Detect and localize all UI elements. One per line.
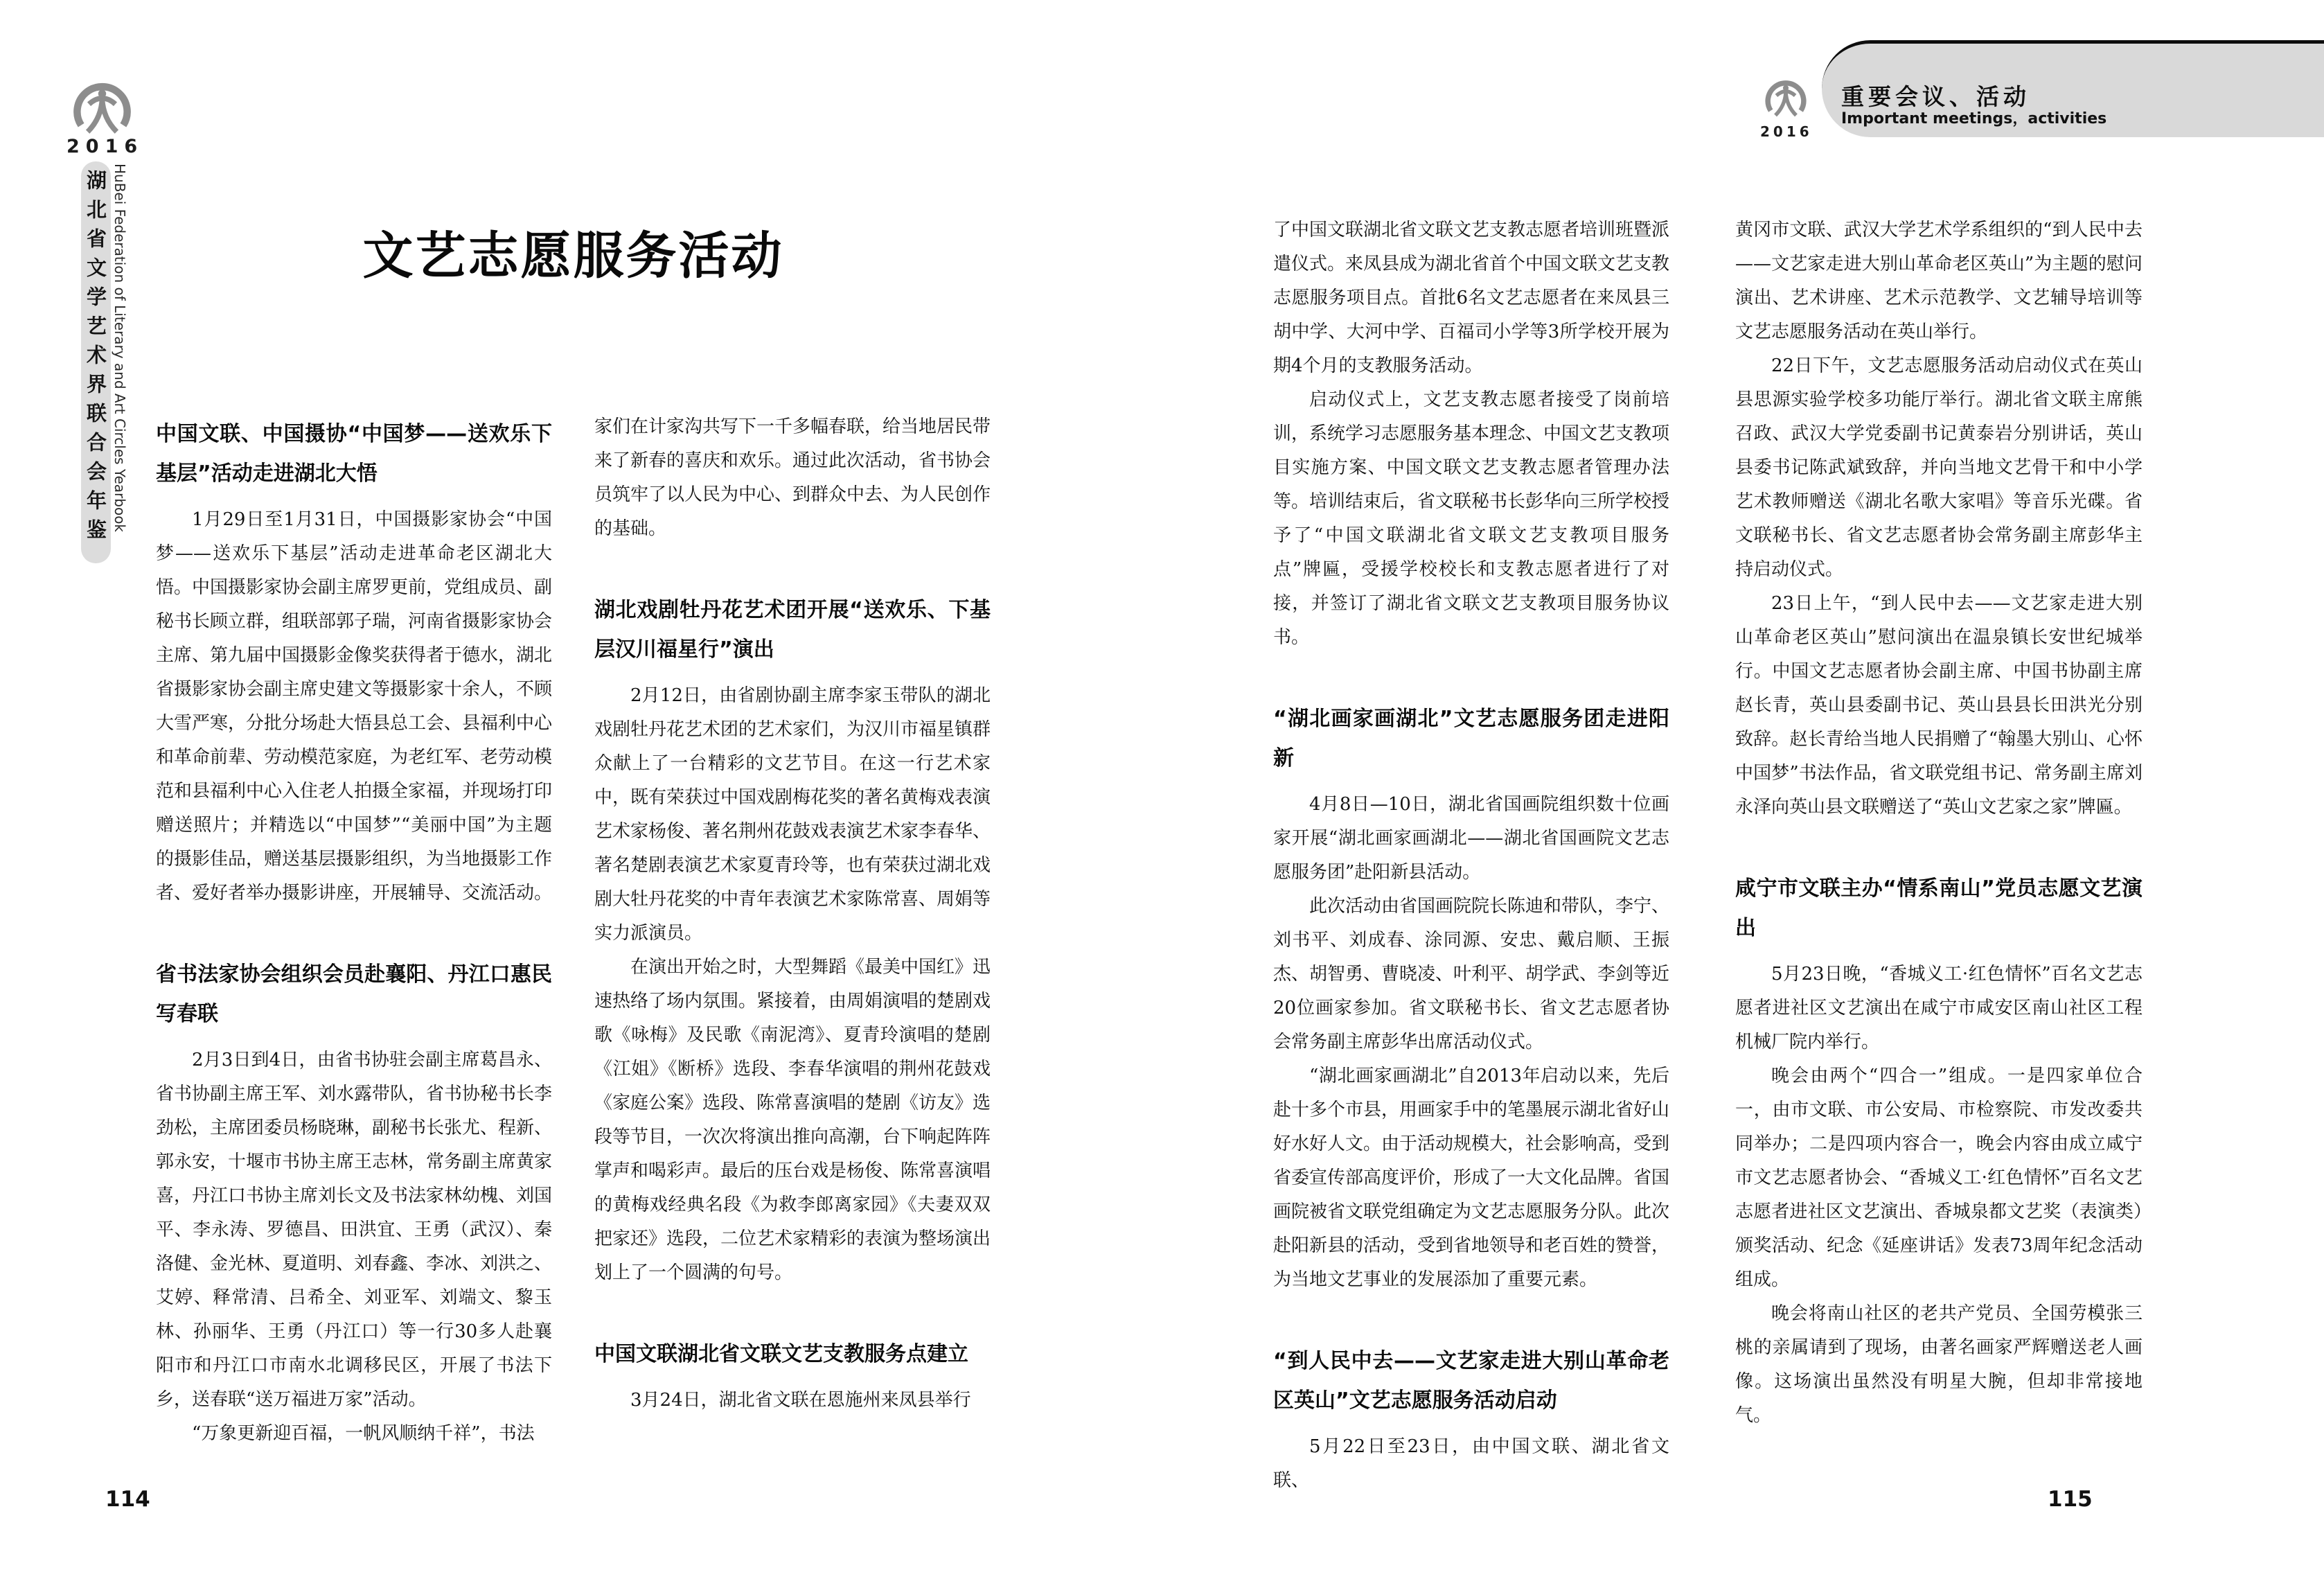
paragraph: 5月23日晚，“香城义工·红色情怀”百名文艺志愿者进社区文艺演出在咸宁市咸安区南山社区工程机械厂院内举行。 (1735, 964, 2143, 1052)
paragraph: 4月8日—10日，湖北省国画院组织数十位画家开展“湖北画家画湖北——湖北省国画院文艺志愿服务团”赴阳新县活动。 (1273, 794, 1669, 883)
paragraph: 3月24日，湖北省文联在恩施州来凤县举行 (630, 1390, 971, 1411)
sidebar-year: 2016 (66, 136, 144, 157)
section-heading: 咸宁市文联主办“情系南山”党员志愿文艺演出 (1735, 876, 2143, 940)
paragraph: 家们在计家沟共写下一千多幅春联，给当地居民带来了新春的喜庆和欢乐。通过此次活动，省书协会员筑牢了以人民为中心、到群众中去、为人民创作的基础。 (594, 416, 991, 539)
paragraph: “湖北画家画湖北”自2013年启动以来，先后赴十多个市县，用画家手中的笔墨展示湖北省好山好水好人文。由于活动规模大，社会影响高，受到省委宣传部高度评价，形成了一大文化品牌。省国画院被省文联党组确定为文艺志愿服务分队。此次赴阳新县的活动，受到省地领导和老百姓的赞誉，为当地文艺事业的发展添加了重要元素。 (1273, 1066, 1670, 1290)
page-number-left: 114 (105, 1487, 150, 1512)
paragraph: 此次活动由省国画院院长陈迪和带队，李宁、刘书平、刘成春、涂同源、安忠、戴启顺、王振杰、胡智勇、曹晓凌、叶利平、胡学武、李剑等近20位画家参加。省文联秘书长、省文艺志愿者协会常务副主席彭华出席活动仪式。 (1273, 896, 1670, 1052)
section-heading: 湖北戏剧牡丹花艺术团开展“送欢乐、下基层汉川福星行”演出 (594, 598, 991, 662)
section-heading: “湖北画家画湖北”文艺志愿服务团走进阳新 (1273, 707, 1669, 770)
paragraph: 了中国文联湖北省文联文艺支教志愿者培训班暨派遣仪式。来凤县成为湖北省首个中国文联文艺支教志愿服务项目点。首批6名文艺志愿者在来凤县三胡中学、大河中学、百福司小学等3所学校开展为期4个月的支教服务活动。 (1273, 220, 1670, 376)
paragraph: “万象更新迎百福，一帆风顺纳千祥”，书法 (192, 1423, 535, 1444)
sidebar-vertical-bar (81, 161, 111, 563)
paragraph: 23日上午，“到人民中去——文艺家走进大别山革命老区英山”慰问演出在温泉镇长安世纪城举行。中国文艺志愿者协会副主席、中国书协副主席赵长青，英山县委副书记、英山县县长田洪光分别致辞。赵长青给当地人民捐赠了“翰墨大别山、心怀中国梦”书法作品，省文联党组书记、常务副主席刘永泽向英山县文联赠送了“英山文艺家之家”牌匾。 (1735, 593, 2143, 818)
right-page-column-1 (1273, 213, 1669, 1498)
sidebar-title-chinese: 湖北省文学艺术界联合会年鉴 (84, 170, 107, 548)
section-header-chinese: 重要会议、活动 (1841, 83, 2030, 110)
paragraph: 1月29日至1月31日，中国摄影家协会“中国梦——送欢乐下基层”活动走进革命老区湖北大悟。中国摄影家协会副主席罗更前，党组成员、副秘书长顾立群，组联部郭子瑞，河南省摄影家协会主席、第九届中国摄影金像奖获得者于德水，湖北省摄影家协会副主席史建文等摄影家十余人，不顾大雪严寒，分批分场赴大悟县总工会、县福利中心和革命前辈、劳动模范家庭，为老红军、老劳动模范和县福利中心入住老人拍摄全家福，并现场打印赠送照片；并精选以“中国梦”“美丽中国”为主题的摄影佳品，赠送基层摄影组织，为当地摄影工作者、爱好者举办摄影讲座，开展辅导、交流活动。 (156, 509, 553, 903)
header-year: 2016 (1760, 123, 1813, 140)
page-number-right: 115 (2048, 1487, 2093, 1512)
right-page-column-2 (1735, 213, 2143, 1433)
article-title: 文艺志愿服务活动 (362, 226, 784, 285)
section-heading: “到人民中去——文艺家走进大别山革命老区英山”文艺志愿服务活动启动 (1273, 1349, 1669, 1413)
paragraph: 启动仪式上，文艺支教志愿者接受了岗前培训，系统学习志愿服务基本理念、中国文艺支教项目实施方案、中国文联文艺支教志愿者管理办法等。培训结束后，省文联秘书长彭华向三所学校授予了“中国文联湖北省文联文艺支教项目服务点”牌匾，受援学校校长和支教志愿者进行了对接，并签订了湖北省文联文艺支教项目服务协议书。 (1273, 389, 1670, 648)
left-page-column-1 (156, 414, 552, 1451)
paragraph: 2月12日，由省剧协副主席李家玉带队的湖北戏剧牡丹花艺术团的艺术家们，为汉川市福星镇群众献上了一台精彩的文艺节目。在这一行艺术家中，既有荣获过中国戏剧梅花奖的著名黄梅戏表演艺术家杨俊、著名荆州花鼓戏表演艺术家李春华、著名楚剧表演艺术家夏青玲等，也有荣获过湖北戏剧大牡丹花奖的中青年表演艺术家陈常喜、周娟等实力派演员。 (594, 685, 991, 944)
sidebar-title-english: HuBei Federation of Literary and Art Circles Yearbook (112, 164, 128, 533)
section-header-english: Important meetings，activities (1841, 110, 2107, 127)
section-heading: 中国文联湖北省文联文艺支教服务点建立 (594, 1342, 968, 1366)
paragraph: 2月3日到4日，由省书协驻会副主席葛昌永、省书协副主席王军、刘水露带队，省书协秘书长李劲松，主席团委员杨晓琳，副秘书长张尤、程新、郭永安，十堰市书协主席王志林，常务副主席黄家喜，丹江口书协主席刘长文及书法家林幼槐、刘国平、李永涛、罗德昌、田洪宜、王勇（武汉）、秦洛健、金光林、夏道明、刘春鑫、李冰、刘洪之、艾婷、释常清、吕希全、刘亚军、刘端文、黎玉林、孙丽华、王勇（丹江口）等一行30多人赴襄阳市和丹江口市南水北调移民区，开展了书法下乡，送春联“送万福进万家”活动。 (156, 1050, 553, 1410)
paragraph: 在演出开始之时，大型舞蹈《最美中国红》迅速热络了场内氛围。紧接着，由周娟演唱的楚剧戏歌《咏梅》及民歌《南泥湾》、夏青玲演唱的楚剧《江姐》《断桥》选段、李春华演唱的荆州花鼓戏《家庭公案》选段、陈常喜演唱的楚剧《访友》选段等节目，一次次将演出推向高潮，台下响起阵阵掌声和喝彩声。最后的压台戏是杨俊、陈常喜演唱的黄梅戏经典名段《为救李郎离家园》《夫妻双双把家还》选段，二位艺术家精彩的表演为整场演出划上了一个圆满的句号。 (594, 957, 991, 1283)
section-heading: 中国文联、中国摄协“中国梦——送欢乐下基层”活动走进湖北大悟 (156, 422, 552, 486)
section-header-tab (1822, 40, 2324, 137)
paragraph: 晚会由两个“四合一”组成。一是四家单位合一，由市文联、市公安局、市检察院、市发改委共同举办；二是四项内容合一，晚会内容由成立咸宁市文艺志愿者协会、“香城义工·红色情怀”百名文艺志愿者进社区文艺演出、香城泉都文艺奖（表演类）颁奖活动、纪念《延座讲话》发表73周年纪念活动组成。 (1735, 1066, 2143, 1290)
left-page-column-2 (594, 410, 991, 1418)
paragraph: 黄冈市文联、武汉大学艺术学系组织的“到人民中去——文艺家走进大别山革命老区英山”为主题的慰问演出、艺术讲座、艺术示范教学、文艺辅导培训等文艺志愿服务活动在英山举行。 (1735, 220, 2143, 342)
federation-logo-icon (1762, 78, 1809, 119)
section-heading: 省书法家协会组织会员赴襄阳、丹江口惠民写春联 (156, 962, 552, 1026)
paragraph: 晚会将南山社区的老共产党员、全国劳模张三桃的亲属请到了现场，由著名画家严辉赠送老人画像。这场演出虽然没有明星大腕，但却非常接地气。 (1735, 1303, 2143, 1426)
federation-logo-icon (69, 79, 135, 137)
paragraph: 22日下午，文艺志愿服务活动启动仪式在英山县思源实验学校多功能厅举行。湖北省文联主席熊召政、武汉大学党委副书记黄泰岩分别讲话，英山县委书记陈武斌致辞，并向当地文艺骨干和中小学艺术教师赠送《湖北名歌大家唱》等音乐光碟。省文联秘书长、省文艺志愿者协会常务副主席彭华主持启动仪式。 (1735, 355, 2143, 580)
paragraph: 5月22日至23日，由中国文联、湖北省文联、 (1273, 1436, 1669, 1491)
